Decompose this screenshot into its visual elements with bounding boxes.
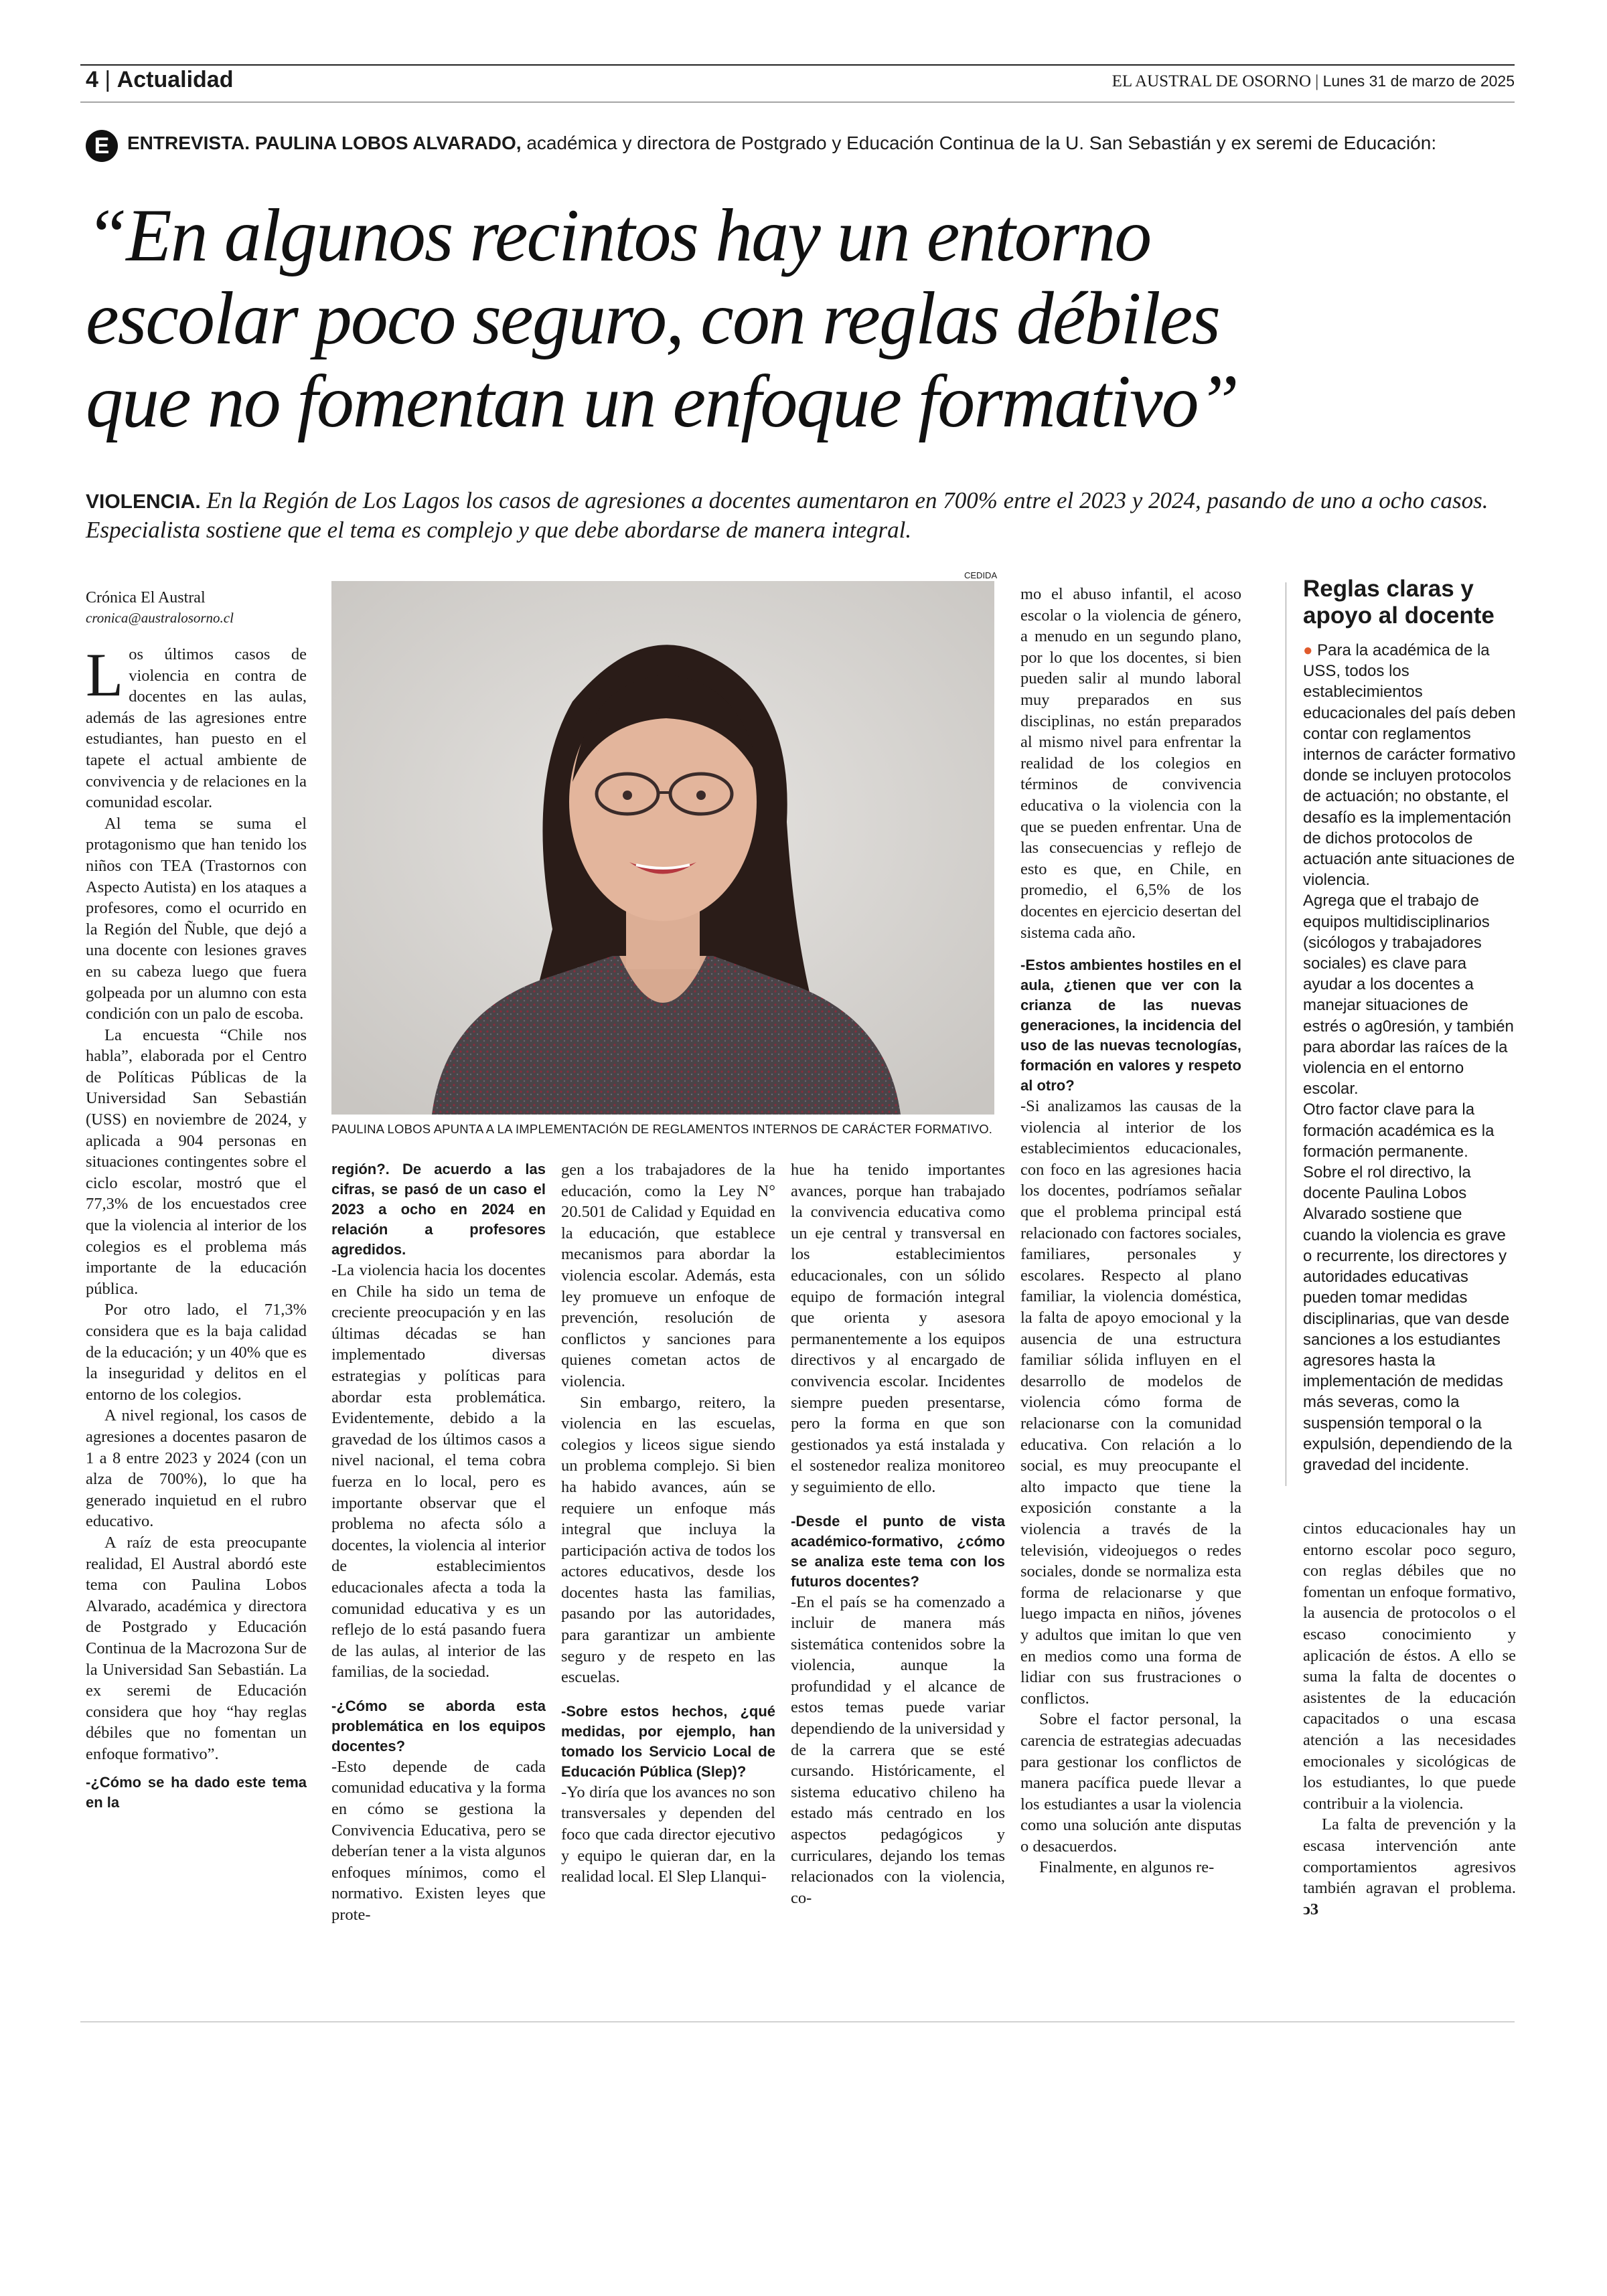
bullet-dot-icon: ● <box>1303 641 1313 659</box>
issue-date: Lunes 31 de marzo de 2025 <box>1322 72 1515 90</box>
interview-question: -Estos ambientes hostiles en el aula, ¿tienen que ver con la crianza de las nuevas generaciones, la incidencia del uso de las nuevas tecnologías, formación en valores y respeto al otro? <box>1020 957 1241 1094</box>
kicker-label: ENTREVISTA. <box>127 133 250 153</box>
subhead-text: En la Región de Los Lagos los casos de agresiones a docentes aumentaron en 700% entre el 2023 y 2024, pasando de uno a ocho casos. Especialista sostiene que el tema es complejo y que debe abordarse de manera integral. <box>86 487 1488 543</box>
article-column-1 <box>86 641 307 1813</box>
byline-email: cronica@australosorno.cl <box>86 610 234 626</box>
sidebar-box <box>1303 576 1516 1475</box>
paragraph: hue ha tenido importantes avances, porque han trabajado la convivencia educativa como un eje central y transversal en los establecimientos educacionales, con un sólido equipo de formación integral que orienta y asesora permanentemente a los equipos directivos y al encargado de convivencia escolar. Incidentes siempre pueden presentarse, pero la forma en que son gestionados ya está instalada y el sostenedor realiza monitoreo y seguimiento de ello. <box>791 1161 1005 1496</box>
paragraph: gen a los trabajadores de la educación, como la Ley N° 20.501 de Calidad y Equidad en la educación, que establece mecanismos para abordar la violencia escolar. Además, esta ley promueve un enfoque de prevención, resolución de conflictos y sanciones para quienes cometan actos de violencia. <box>561 1161 775 1390</box>
paragraph: La encuesta “Chile nos habla”, elaborada por el Centro de Políticas Públicas de la Universidad San Sebastián (USS) en noviembre de 2024, y aplicada a 904 personas en situaciones contingentes sobre el ciclo escolar, mostró que el 77,3% de los encuestados cree que la violencia al interior de los colegios es el problema más importante de la educación pública. <box>86 1026 307 1298</box>
article-column-4 <box>791 1159 1005 1908</box>
photo-credit: CEDIDA <box>964 570 998 580</box>
interview-question: -¿Cómo se ha dado este tema en la <box>86 1774 307 1811</box>
paragraph: A raíz de esta preocupante realidad, El Austral abordó este tema con Paulina Lobos Alvarado, académica y directora de Postgrado y Educación Continua de la Macrozona Sur de la Universidad San Sebastián. La ex seremi de Educación considera que hoy “hay reglas débiles que no fomentan un enfoque formativo”. <box>86 1533 307 1763</box>
sidebar-paragraph: Para la académica de la USS, todos los establecimientos educacionales del país deben contar con reglamentos internos de carácter formativo donde se incluyen protocolos de actuación; no obstante, el desafío es la implementación de dichos protocolos de actuación ante situaciones de violencia. <box>1303 641 1516 890</box>
page-header-right: EL AUSTRAL DE OSORNO | Lunes 31 de marzo de 2025 <box>1112 72 1515 90</box>
sidebar-paragraph: Agrega que el trabajo de equipos multidisciplinarios (sicólogos y trabajadores sociales) es clave para ayudar a los docentes a manejar situaciones de estrés o ag0resión, y también para abordar las raíces de la violencia en el entorno escolar. <box>1303 892 1514 1098</box>
portrait-photo <box>331 581 994 1115</box>
headline-line: que no fomentan un enfoque formativo” <box>86 360 1238 443</box>
subheadline <box>86 486 1519 545</box>
paragraph: Sin embargo, reitero, la violencia en las escuelas, colegios y liceos sigue siendo un problema complejo. Si bien ha habido avances, aún se requiere un enfoque más integral que incluya la participación activa de todos los actores educativos, desde los docentes hasta las familias, pasando por las autoridades, para garantizar un ambiente seguro y de respeto en las escuelas. <box>561 1393 775 1687</box>
paragraph: Al tema se suma el protagonismo que han tenido los niños con TEA (Trastornos con Aspecto Autista) en los ataques a profesores, como el ocurrido en la Región del Ñuble, que dejó a una docente con lesiones graves en su cabeza luego que fuera golpeada por un alumno con esta condición con un palo de escoba. <box>86 814 307 1023</box>
section-name: Actualidad <box>117 67 234 92</box>
paragraph-text: La falta de prevención y la escasa intervención ante comportamientos agresivos también agravan el problema. <box>1303 1815 1516 1898</box>
paragraph: A nivel regional, los casos de agresiones a docentes pasaron de 1 a 8 entre 2023 y 2024 (con un alza de 700%), lo que ha generado inquietud en el rubro educativo. <box>86 1406 307 1531</box>
page-number: 4 <box>86 67 98 92</box>
drop-cap: L <box>86 641 124 709</box>
header-top-rule <box>80 64 1515 66</box>
interview-answer: -En el país se ha comenzado a incluir de manera más sistemática contenidos sobre la violencia, aunque la profundidad y el alcance de estos temas puede variar dependiendo de la universidad y de la carrera que se esté cursando. Históricamente, el sistema educativo chileno ha estado más centrado en los aspectos pedagógicos y curriculares, dejando los temas relacionados con la violencia, co- <box>791 1592 1005 1907</box>
paragraph: mo el abuso infantil, el acoso escolar o la violencia de género, a menudo en un segundo plano, por lo que los docentes, si bien pueden salir al mundo laboral muy preparados en sus disciplinas, no están preparados al mismo nivel para enfrentar la realidad de los colegios en términos de convivencia educativa o la violencia con la que se pueden enfrentar. Una de las consecuencias y reflejo de esto es que, en Chile, en promedio, el 6,5% de los docentes en ejercicio desertan del sistema cada año. <box>1020 585 1241 942</box>
end-mark-icon: ↄ3 <box>1303 1900 1319 1918</box>
paragraph: os últimos casos de violencia en contra de docentes en las aulas, además de las agresiones entre estudiantes, han puesto en el tapete el actual ambiente de convivencia y de relaciones en la comunidad escolar. <box>86 645 307 812</box>
interview-question: región?. De acuerdo a las cifras, se pasó de un caso el 2023 a ocho en 2024 en relación a profesores agredidos. <box>331 1161 546 1258</box>
kicker-name: PAULINA LOBOS ALVARADO, <box>254 133 522 153</box>
paragraph <box>1303 1814 1516 1920</box>
byline <box>86 588 307 628</box>
page-header-left: 4 | Actualidad <box>86 67 234 92</box>
interview-answer: -Esto depende de cada comunidad educativa y la forma en cómo se gestiona la Convivencia Educativa, pero se deberían tener a la vista algunos enfoques mínimos, como el normativo. Existen leyes que prote- <box>331 1757 546 1924</box>
kicker <box>127 133 1520 154</box>
subhead-label: VIOLENCIA. <box>86 491 201 513</box>
headline <box>86 194 1505 443</box>
headline-line: “En algunos recintos hay un entorno <box>86 194 1151 277</box>
article-column-6 <box>1303 1518 1516 1920</box>
paragraph: Finalmente, en algunos re- <box>1039 1858 1215 1877</box>
kicker-description: académica y directora de Postgrado y Educación Continua de la U. San Sebastián y ex seremi de Educación: <box>526 133 1437 153</box>
byline-author: Crónica El Austral <box>86 589 206 606</box>
article-column-2 <box>331 1159 546 1926</box>
interview-question: -Desde el punto de vista académico-formativo, ¿cómo se analiza este tema con los futuros docentes? <box>791 1512 1005 1590</box>
interview-answer: -La violencia hacia los docentes en Chile ha sido un tema de creciente preocupación y en las últimas décadas se han implementado diversas estrategias y políticas para abordar esta problemática. Evidentemente, debido a la gravedad de los últimos casos a nivel nacional, el tema cobra fuerza en lo local, pero es importante observar que el problema no afecta sólo a docentes, la violencia al interior de establecimientos educacionales afecta a toda la comunidad educativa y es un reflejo de lo está pasando fuera de las aulas, al interior de las familias, de la sociedad. <box>331 1261 546 1682</box>
interview-e-badge: E <box>86 130 118 162</box>
sidebar-paragraph: Otro factor clave para la formación académica es la formación permanente. <box>1303 1100 1495 1161</box>
paragraph: Por otro lado, el 71,3% considera que es la baja calidad de la educación; y un 40% que es la inseguridad y delitos en el entorno de los colegios. <box>86 1301 307 1404</box>
interview-question: -Sobre estos hechos, ¿qué medidas, por ejemplo, han tomado los Servicio Local de Educación Pública (Slep)? <box>561 1702 775 1780</box>
sidebar-title: Reglas claras y apoyo al docente <box>1303 576 1495 629</box>
headline-line: escolar poco seguro, con reglas débiles <box>86 277 1219 360</box>
photo-caption: PAULINA LOBOS APUNTA A LA IMPLEMENTACIÓN DE REGLAMENTOS INTERNOS DE CARÁCTER FORMATIVO. <box>331 1122 993 1136</box>
article-column-5 <box>1020 584 1241 1878</box>
portrait-illustration <box>331 581 994 1115</box>
interview-answer: -Si analizamos las causas de la violencia al interior de los establecimientos educacionales, con foco en las agresiones hacia los docentes, podríamos señalar que el problema principal está relacionado con factores sociales, familiares, personales y escolares. Respecto al plano familiar, la violencia doméstica, la falta de apoyo emocional y la ausencia de una estructura familiar sólida influyen en el desarrollo de modelos de violencia cómo forma de relacionarse con la comunidad educativa. Con relación a lo social, es muy preocupante el alto impacto que tiene la exposición constante a la violencia a través de la televisión, videojuegos o redes sociales, donde se normaliza esta forma de relacionarse y que luego impacta en niños, jóvenes y adultos que imitan lo que ven en medios como una forma de lidiar con sus frustraciones o conflictos. <box>1020 1097 1241 1708</box>
interview-question: -¿Cómo se aborda esta problemática en los equipos docentes? <box>331 1697 546 1754</box>
paragraph: cintos educacionales hay un entorno escolar poco seguro, con reglas débiles que no fomentan un enfoque formativo, la ausencia de protocolos o el escaso conocimiento y aplicación de éstos. A ello se suma la falta de docentes o asistentes de la educación capacitados o una escasa atención a las necesidades emocionales y sicológicas de los estudiantes, lo que puede contribuir a la violencia. <box>1303 1520 1516 1813</box>
interview-answer: -Yo diría que los avances no son transversales y dependen del foco que cada director ejecutivo y equipo le quieran dar, en la realidad local. El Slep Llanqui- <box>561 1783 775 1886</box>
paragraph: Sobre el factor personal, la carencia de estrategias adecuadas para gestionar los conflictos de manera pacífica puede llevar a los estudiantes a usar la violencia como una solución ante disputas o desacuerdos. <box>1020 1710 1241 1856</box>
newspaper-name: EL AUSTRAL DE OSORNO <box>1112 72 1312 90</box>
article-column-3 <box>561 1159 775 1888</box>
sidebar-paragraph: Sobre el rol directivo, la docente Paulina Lobos Alvarado sostiene que cuando la violencia es grave o recurrente, los directores y autoridades educativas pueden tomar medidas disciplinarias, que van desde sanciones a los estudiantes agresores hasta la implementación de medidas más severas, como la suspensión temporal o la expulsión, dependiendo de la gravedad del incidente. <box>1303 1163 1513 1474</box>
